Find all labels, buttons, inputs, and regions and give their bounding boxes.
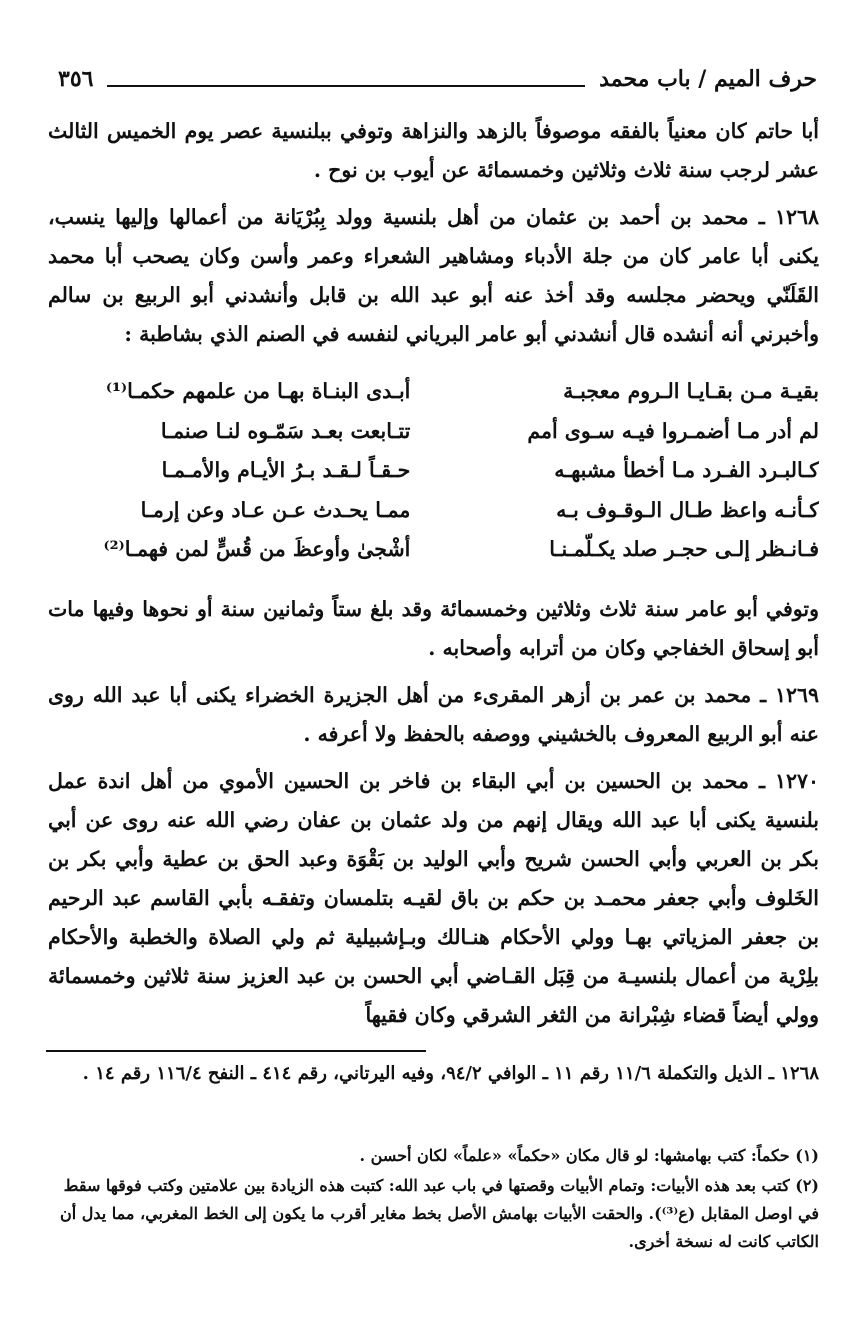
verse-line <box>48 372 819 412</box>
bibliographic-reference: ١٢٦٨ ـ الذيل والتكملة ١١/٦ رقم ١١ ـ الوافي ٩٤/٢، وفيه اليرتاني، رقم ٤١٤ ـ النفح ١١٦/٤ رقم ١٤ . <box>82 1063 819 1084</box>
verse-line <box>48 451 819 491</box>
verse-first-hemistich: لم أدر مـا أضمـروا فيـه سـوى أمم <box>527 418 819 443</box>
footnotes <box>48 1142 819 1258</box>
paragraph: وتوفي أبو عامر سنة ثلاث وثلاثين وخمسمائة وقد بلغ ستاً وثمانين سنة أو نحوها وفيها مات أبو إسحاق الخفاجي وكان من أترابه وأصحابه . <box>48 597 819 660</box>
verse-second-hemistich: أبـدى البنـاة بهـا من علمهم حكمـا⁽¹⁾ <box>105 379 411 403</box>
verse-line <box>48 530 819 570</box>
verse-second-hemistich: ممـا يحـدث عـن عـاد وعن إرمـا <box>140 497 411 522</box>
paragraph: ١٢٦٨ ـ محمد بن أحمد بن عثمان من أهل بلنسية وولد بِبُرْيَانة من أعمالها وإليها ينسب، يكنى أبا عامر كان من جلة الأدباء ومشاهير الشعراء وعمر وأسن وكان يصحب أبا محمد القَلَنّي ويحضر مجلسه وقد أخذ عنه أبو عبد الله بن قابل وأنشدني أبو الربيع بن سالم وأخبرني أنه أنشده قال أنشدني أبو عامر البرياني لنفسه في الصنم الذي بشاطبة : <box>48 205 819 346</box>
page-header <box>58 62 817 96</box>
verse-first-hemistich: كـأنـه واعظ طـال الـوقـوف بـه <box>556 497 819 522</box>
poem-verses <box>48 372 819 570</box>
footnote-divider <box>46 1050 426 1052</box>
main-text-bottom <box>48 590 819 1043</box>
page-number: ٣٥٦ <box>58 66 94 92</box>
paragraph: ١٢٦٩ ـ محمد بن عمر بن أزهر المقرىء من أهل الجزيرة الخضراء يكنى أبا عبد الله روى عنه أبو الربيع المعروف بالخشيني ووصفه بالحفظ ولا أعرفه . <box>48 683 819 746</box>
verse-first-hemistich: بقيـة مـن بقـايـا الـروم معجبـة <box>563 379 819 403</box>
verse-first-hemistich: فـانـظر إلـى حجـر صلد يكـلّمـنـا <box>549 537 819 561</box>
verse-first-hemistich: كـالبـرد الفـرد مـا أخطأ مشبهـه <box>554 458 819 482</box>
paragraph: أبا حاتم كان معنياً بالفقه موصوفاً بالزهد والنزاهة وتوفي ببلنسية عصر يوم الخميس الثالث عشر لرجب سنة ثلاث وثلاثين وخمسمائة عن أيوب بن نوح . <box>48 119 819 182</box>
verse-line <box>48 412 819 452</box>
main-text-top <box>48 112 819 362</box>
verse-second-hemistich: أشْجىٰ وأوعظَ من قُسٍّ لمن فهمـا⁽²⁾ <box>103 537 411 561</box>
footnote: (٢) كتب بعد هذه الأبيات: وتمام الأبيات وقصتها في باب عبد الله: كتبت هذه الزيادة بين علامتين وكتب فوقها سقط في اوصل المقابل (ع⁽³⁾). والحقت الأبيات بهامش الأصل بخط مغاير أقرب ما يكون إلى الخط المغربي، مما يدل أن الكاتب كانت له نسخة أخرى. <box>59 1176 819 1251</box>
paragraph: ١٢٧٠ ـ محمد بن الحسين بن أبي البقاء بن فاخر بن الحسين الأموي من أهل اندة عمل بلنسية يكنى أبا عبد الله ويقال إنهم من ولد عثمان بن عفان رضي الله عنه روى عن أبي بكر بن العربي وأبي الحسن شريح وأبي الوليد بن بَقْوَة وعبد الحق بن عطية وأبي بكر بن الخَلوف وأبي جعفر محمـد بن حكم بن باق لقيـه بتلمسان وتفقـه بأبي القاسم عبد الرحيم بن جعفر المزياتي بهـا وولي الأحكام هنـالك وبـإشبيلية ثم ولي الصلاة والخطبة والأحكام بلِرْية من أعمال بلنسيـة من قِبَل القـاضي أبي الحسن بن عبد العزيز سنة ثلاثين وخمسمائة وولي أيضاً قضاء شِبْرانة من الثغر الشرقي وكان فقيهاً <box>48 769 819 1027</box>
verse-second-hemistich: حـقـاً لـقـد بـرُ الأيـام والأمـمـا <box>161 458 411 482</box>
verse-second-hemistich: تتـابعت بعـد سَمّـوه لنـا صنمـا <box>160 418 411 443</box>
running-title: حرف الميم / باب محمد <box>599 66 817 92</box>
header-rule <box>107 71 585 87</box>
verse-line <box>48 491 819 531</box>
footnote: (١) حكماً: كتب بهامشها: لو قال مكان «حكماً» «علماً» لكان أحسن . <box>359 1146 819 1165</box>
